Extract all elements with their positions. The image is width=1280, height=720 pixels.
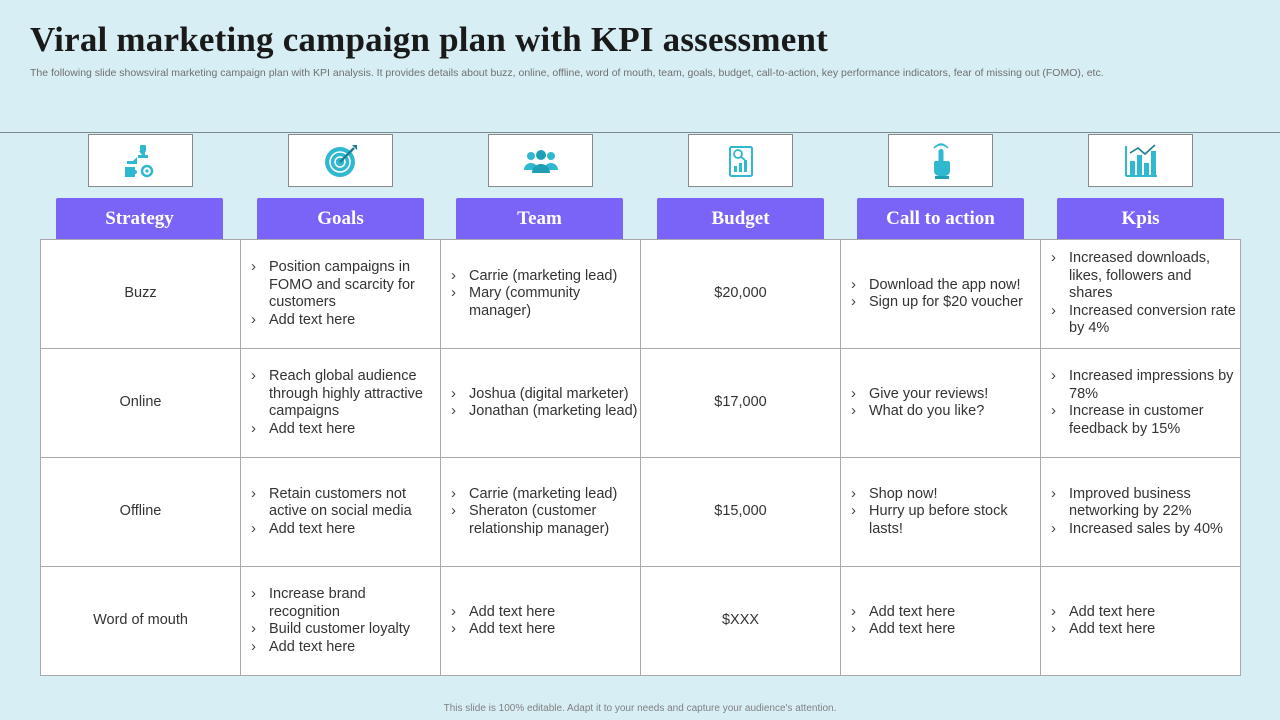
- bar-chart-icon: [1088, 134, 1193, 187]
- team-cell: [441, 567, 641, 676]
- goals-cell: [241, 458, 441, 567]
- list-item: › Increased impressions by 78%: [1049, 368, 1238, 403]
- list-item: › Increase brand recognition: [249, 586, 438, 621]
- list-item: › Add text here: [249, 312, 438, 330]
- page-title: Viral marketing campaign plan with KPI assessment: [30, 20, 828, 59]
- list-item: › Download the app now!: [849, 277, 1038, 295]
- budget-report-icon: [688, 134, 793, 187]
- list-item: › Give your reviews!: [849, 386, 1038, 404]
- list-item: › Improved business networking by 22%: [1049, 486, 1238, 521]
- list-item: › Add text here: [249, 639, 438, 657]
- strategy-cell: Word of mouth: [41, 567, 241, 676]
- footer-note: This slide is 100% editable. Adapt it to your needs and capture your audience's attention.: [443, 703, 837, 714]
- strategy-cell: Buzz: [41, 240, 241, 349]
- list-item: › Build customer loyalty: [249, 621, 438, 639]
- budget-cell: $17,000: [641, 349, 841, 458]
- list-item: › Add text here: [249, 421, 438, 439]
- list-item: › Add text here: [849, 604, 1038, 622]
- cta-cell: [841, 458, 1041, 567]
- column-header-kpis: Kpis: [1057, 198, 1224, 239]
- table-row: [41, 349, 1241, 458]
- goals-cell: [241, 349, 441, 458]
- column-header-budget: Budget: [657, 198, 824, 239]
- cta-cell: [841, 349, 1041, 458]
- column-header-strategy: Strategy: [56, 198, 223, 239]
- cta-cell: [841, 567, 1041, 676]
- kpis-cell: [1041, 240, 1241, 349]
- table-row: [41, 240, 1241, 349]
- kpis-cell: [1041, 567, 1241, 676]
- kpis-cell: [1041, 458, 1241, 567]
- goals-cell: [241, 567, 441, 676]
- list-item: › Retain customers not active on social media: [249, 486, 438, 521]
- list-item: › Hurry up before stock lasts!: [849, 503, 1038, 538]
- list-item: › Jonathan (marketing lead): [449, 403, 638, 421]
- team-people-icon: [488, 134, 593, 187]
- list-item: › Increase in customer feedback by 15%: [1049, 403, 1238, 438]
- pointing-hand-icon: [888, 134, 993, 187]
- target-radar-icon: [288, 134, 393, 187]
- table-row: [41, 567, 1241, 676]
- list-item: › Add text here: [449, 604, 638, 622]
- list-item: › Carrie (marketing lead): [449, 268, 638, 286]
- kpis-cell: [1041, 349, 1241, 458]
- list-item: › Add text here: [1049, 604, 1238, 622]
- strategy-cell: Online: [41, 349, 241, 458]
- strategy-chess-puzzle-icon: [88, 134, 193, 187]
- list-item: › Position campaigns in FOMO and scarcity for customers: [249, 259, 438, 312]
- list-item: › Increased sales by 40%: [1049, 521, 1238, 539]
- list-item: › Sign up for $20 voucher: [849, 294, 1038, 312]
- header-divider: [0, 132, 1280, 133]
- campaign-plan-table: [40, 239, 1241, 676]
- team-cell: [441, 349, 641, 458]
- list-item: › Carrie (marketing lead): [449, 486, 638, 504]
- budget-cell: $15,000: [641, 458, 841, 567]
- list-item: › Reach global audience through highly attractive campaigns: [249, 368, 438, 421]
- column-header-team: Team: [456, 198, 623, 239]
- list-item: › Add text here: [449, 621, 638, 639]
- list-item: › Sheraton (customer relationship manager): [449, 503, 638, 538]
- budget-cell: $XXX: [641, 567, 841, 676]
- list-item: › Mary (community manager): [449, 285, 638, 320]
- list-item: › Increased downloads, likes, followers and shares: [1049, 250, 1238, 303]
- list-item: › Joshua (digital marketer): [449, 386, 638, 404]
- strategy-cell: Offline: [41, 458, 241, 567]
- column-header-call-to-action: Call to action: [857, 198, 1024, 239]
- column-header-goals: Goals: [257, 198, 424, 239]
- team-cell: [441, 240, 641, 349]
- table-row: [41, 458, 1241, 567]
- list-item: › Add text here: [249, 521, 438, 539]
- list-item: › Increased conversion rate by 4%: [1049, 303, 1238, 338]
- goals-cell: [241, 240, 441, 349]
- list-item: › What do you like?: [849, 403, 1038, 421]
- list-item: › Shop now!: [849, 486, 1038, 504]
- cta-cell: [841, 240, 1041, 349]
- list-item: › Add text here: [849, 621, 1038, 639]
- team-cell: [441, 458, 641, 567]
- page-subtitle: The following slide showsviral marketing campaign plan with KPI analysis. It provides details about buzz, online, offline, word of mouth, team, goals, budget, call-to-action, key performance indicators, fear of missing out (FOMO), etc.: [30, 67, 1104, 79]
- list-item: › Add text here: [1049, 621, 1238, 639]
- budget-cell: $20,000: [641, 240, 841, 349]
